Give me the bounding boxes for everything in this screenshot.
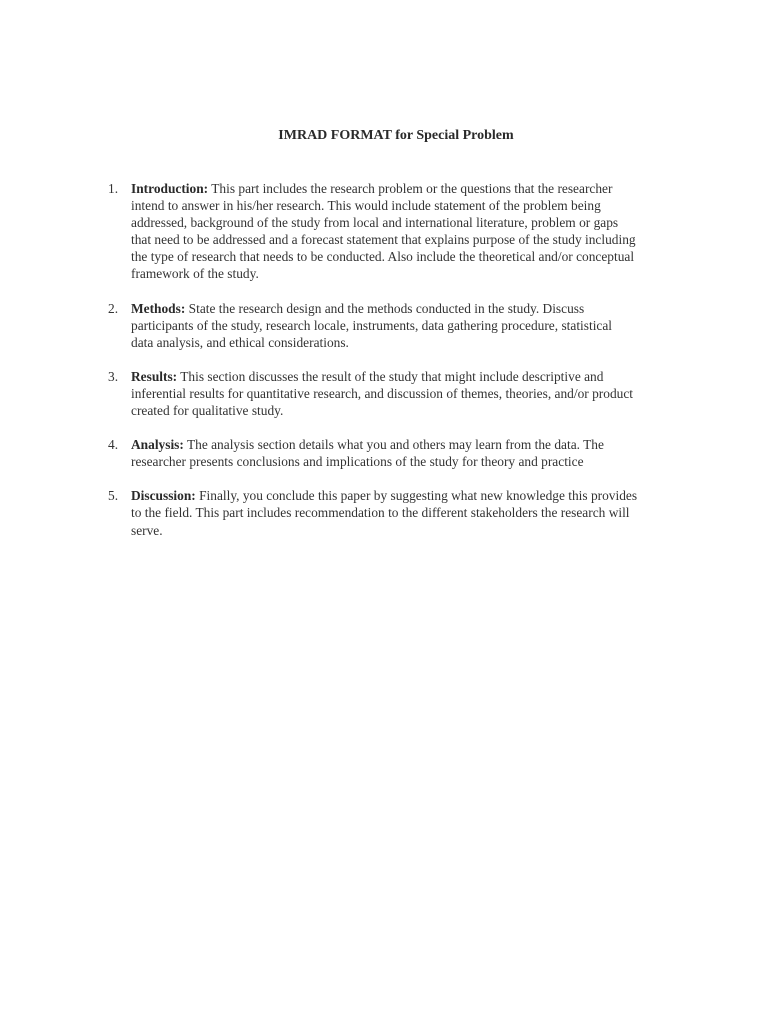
section-number: 3. xyxy=(108,368,119,384)
section-text: This section discusses the result of the study that might include descriptive and inferential results for quantitative research, and discussion of themes, theories, and/or product created for qualitative study. xyxy=(131,368,633,419)
section-analysis xyxy=(108,436,680,470)
section-discussion xyxy=(108,487,680,538)
section-term: Results: xyxy=(131,368,178,384)
section-number: 5. xyxy=(108,488,119,504)
section-number: 2. xyxy=(108,300,119,316)
section-term: Methods: xyxy=(131,300,186,316)
section-number: 4. xyxy=(108,437,119,453)
section-text: This part includes the research problem or the questions that the researcher intend to answer in his/her research. This would include statement of the problem being addressed, background of the study from local and international literature, problem or gaps that need to be addressed and a forecast statement that explains purpose of the study including the type of research that needs to be conducted. Also include the theoretical and/or conceptual framework of the study. xyxy=(131,181,636,282)
section-number: 1. xyxy=(108,181,119,196)
document-title: IMRAD FORMAT for Special Problem xyxy=(278,128,514,143)
section-text: The analysis section details what you and others may learn from the data. The researcher presents conclusions and implications of the study for theory and practice xyxy=(131,437,604,470)
section-term: Discussion: xyxy=(131,488,196,504)
section-results xyxy=(108,368,680,419)
section-term: Analysis: xyxy=(131,437,184,453)
section-methods xyxy=(108,300,680,351)
section-text: State the research design and the methods conducted in the study. Discuss participants of the study, research locale, instruments, data gathering procedure, statistical data analysis, and ethical considerations. xyxy=(131,300,613,350)
section-introduction xyxy=(108,180,680,283)
section-list xyxy=(108,180,680,556)
section-term: Introduction: xyxy=(131,181,209,196)
section-text: Finally, you conclude this paper by suggesting what new knowledge this provides to the field. This part includes recommendation to the different stakeholders the research will serve. xyxy=(131,488,638,538)
